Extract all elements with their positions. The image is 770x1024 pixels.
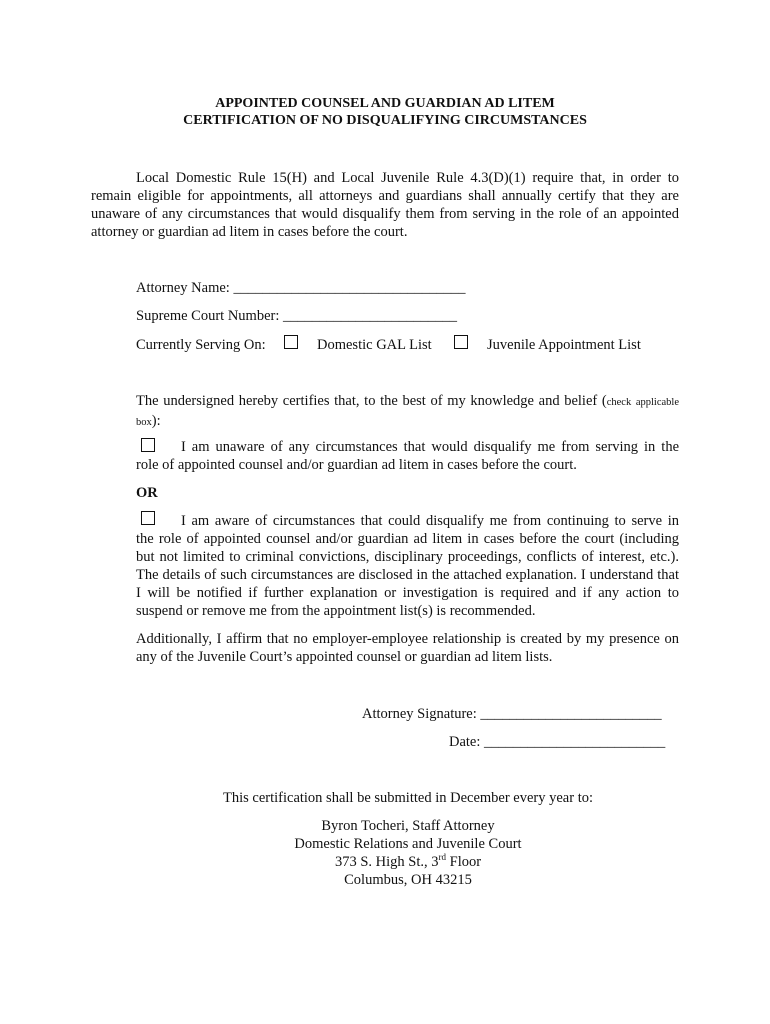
domestic-gal-label: Domestic GAL List [317, 337, 432, 353]
form-title [0, 95, 770, 129]
option-aware-checkbox[interactable] [141, 511, 155, 525]
certify-small-check: check [606, 397, 632, 408]
certify-statement [136, 392, 679, 432]
certify-close: ): [151, 413, 161, 429]
certify-small-box: applicable box [136, 397, 680, 428]
street-floor: Floor [446, 854, 482, 870]
staff-attorney-name: Byron Tocheri, Staff Attorney [321, 818, 495, 834]
date-label: Date: [449, 734, 485, 750]
signature-field[interactable] [362, 705, 662, 723]
attorney-name-blank[interactable]: ________________________________ [233, 280, 466, 296]
submission-intro: This certification shall be submitted in December every year to: [222, 790, 594, 806]
juvenile-appointment-label: Juvenile Appointment List [487, 337, 641, 353]
date-field[interactable] [449, 733, 665, 751]
signature-label: Attorney Signature: [362, 706, 481, 722]
signature-blank[interactable]: _________________________ [480, 706, 662, 722]
supreme-court-blank[interactable]: ________________________ [283, 308, 457, 324]
option-unaware-checkbox[interactable] [141, 438, 155, 452]
court-name: Domestic Relations and Juvenile Court [294, 836, 522, 852]
juvenile-appointment-checkbox[interactable] [454, 335, 468, 349]
intro-paragraph: Local Domestic Rule 15(H) and Local Juvenile Rule 4.3(D)(1) require that, in order to remain eligible for appointments, all attorneys and guardians shall annually certify that they are unaware of any circumstances that would disqualify them from serving in the role of an appointed attorney or guardian ad litem in cases before the court. [91, 170, 679, 240]
attorney-name-field[interactable] [136, 279, 465, 297]
supreme-court-number-field[interactable] [136, 307, 457, 325]
currently-serving-label: Currently Serving On: [136, 337, 266, 353]
title-line-2: CERTIFICATION OF NO DISQUALIFYING CIRCUMSTANCES [183, 113, 587, 128]
supreme-court-label: Supreme Court Number: [136, 308, 283, 324]
or-separator: OR [136, 485, 158, 501]
option-unaware-rest: role of appointed counsel and/or guardian ad litem in cases before the court. [136, 457, 577, 473]
title-line-1: APPOINTED COUNSEL AND GUARDIAN AD LITEM [215, 96, 555, 111]
affirmation-paragraph: Additionally, I affirm that no employer-employee relationship is created by my presence on any of the Juvenile Court’s appointed counsel or guardian ad litem lists. [136, 631, 679, 665]
option-unaware-first-line: I am unaware of any circumstances that would disqualify me from serving in the [181, 439, 679, 455]
option-aware-first-line: I am aware of circumstances that could disqualify me from continuing to serve in [181, 513, 679, 529]
currently-serving-row [136, 336, 266, 354]
option-aware-rest: the role of appointed counsel and/or guardian ad litem in cases before the court (including but not limited to criminal convictions, disciplinary proceedings, conflicts of interest, etc.). The details of such circumstances are disclosed in the attached explanation. I understand that I will be notified if further explanation or investigation is required and if any action to suspend or remove me from the appointment list(s) is recommended. [136, 531, 679, 619]
attorney-name-label: Attorney Name: [136, 280, 234, 296]
court-street-address [0, 853, 770, 871]
certify-text: The undersigned hereby certifies that, to the best of my knowledge and belief ( [136, 393, 607, 409]
street-text: 373 S. High St., 3 [334, 854, 439, 870]
domestic-gal-checkbox[interactable] [284, 335, 298, 349]
street-ordinal: rd [438, 852, 446, 863]
court-city: Columbus, OH 43215 [344, 872, 472, 888]
date-blank[interactable]: _________________________ [484, 734, 666, 750]
